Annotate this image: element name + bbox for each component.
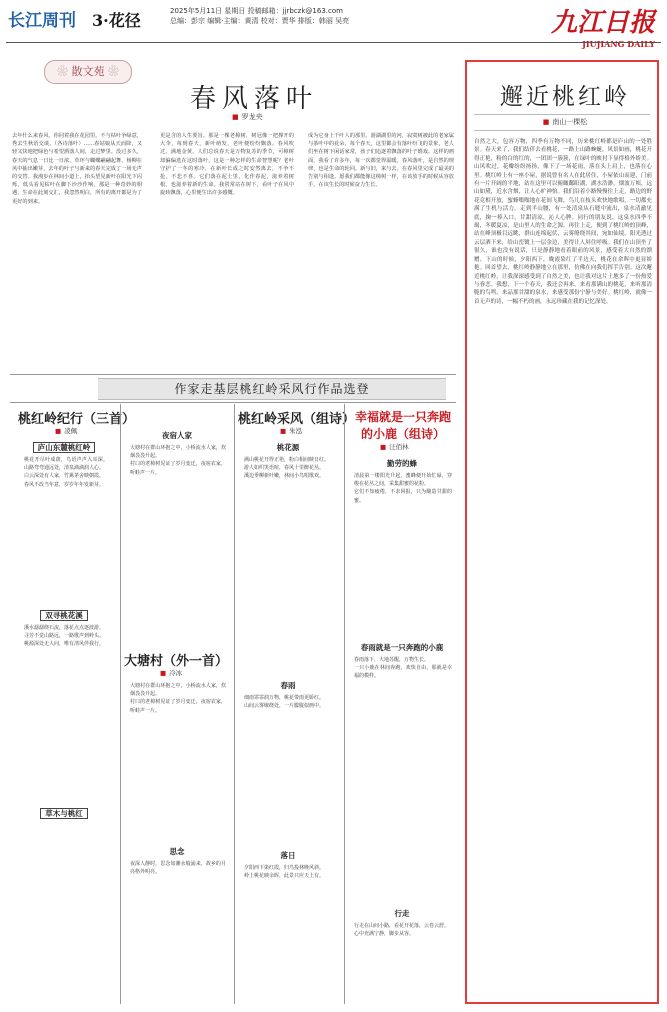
poem3-subtitle-2: 春雨就是一只奔跑的小鹿 xyxy=(360,643,444,652)
newspaper-name: 九江日报 xyxy=(550,8,655,38)
author-name: 汪佰林 xyxy=(389,443,409,451)
poem-title-2: 桃红岭采风（组诗） xyxy=(238,412,356,427)
section-logo xyxy=(8,6,76,31)
poem-byline-2 xyxy=(280,426,302,435)
article-body-col1: 去年什么来春风，你同着我在花园里。不与枯叶争绿意，秀去生秋语交谈。（各诗落叶）……春姑娘从天而降，又轻又快地把绿色与希望洒落人间，走过梦里。没过多久，春天的气息一日比一日浓，草坪与蝴蝶翩翩起舞，杨柳在风中抽出嫩芽，去年的叶子与新来的春天完成了一场无声的交替。我漫步在林间小道上，抬头望见新叶在阳光下闪烁，低头看见枯叶在脚下沙沙作响，那是一种奇妙的相遇，生命在此刻交汇，我忽然明白，所有的离开都是为了更好的到来。 xyxy=(12,133,142,205)
author-name: 凌佩 xyxy=(64,427,78,435)
column-divider xyxy=(234,404,235,1004)
poem-title-3: 幸福就是一只奔跑的小鹿（组诗） xyxy=(354,410,451,441)
section-rule xyxy=(10,374,456,375)
article-title-chunfeng: 春风落叶 xyxy=(190,84,319,114)
masthead-rule xyxy=(6,42,661,43)
poem2-subtitle-3: 落日 xyxy=(280,851,296,860)
section-name: 长江周刊 xyxy=(8,11,76,31)
poem3-subtitle-1: 勤劳的蜂 xyxy=(387,459,417,468)
byline-marker: ■ xyxy=(380,443,387,451)
section-rule xyxy=(10,402,456,403)
essay-section-badge: ❀ 散文苑 ❀ xyxy=(44,60,132,84)
poem3-subtitle-3: 行走 xyxy=(394,909,410,918)
poem-title-1: 桃红岭纪行（三首） xyxy=(18,412,136,427)
title-rule xyxy=(474,114,650,115)
poem1-subtitle-3: 草木与桃红 xyxy=(14,808,114,819)
poem3-body-1: 清晨第一缕阳光升起，蜜蜂便开始忙碌，穿梭在花丛之间，采集甜蜜的花粉。 它们不知疲倦，不求回报，只为酿造甘甜的蜜。 xyxy=(354,473,452,504)
poem-byline-4 xyxy=(160,668,182,677)
article-body-col2: 更是含的人生要旨。那是一棵老樟树，树冠像一把撑开的大伞，每到春天，新叶萌发，老叶便纷纷飘落。春风吹过，满地金黄，人们总说春天是万物复苏的季节，可樟树却偏偏选在这时落叶，这是一种怎样的生命智慧呢？老叶守护了一冬的寒冷，在新叶长成之时安然离去，不争不抢，不悲不喜。它们落在泥土里，化作春泥，滋养着树根，也滋养着新的生命。我常常站在树下，看叶子在风中旋转飘落，心里便生出许多感慨。 xyxy=(160,133,294,197)
author-name: 南山一棵松 xyxy=(552,118,588,126)
byline-marker: ■ xyxy=(160,669,167,677)
poem2-body-2: 细雨霏霏润万物，桃花带雨更娇红。 山间云雾缭绕处，一片朦胧似画中。 xyxy=(244,695,325,710)
author-name: 朱泓 xyxy=(289,427,303,435)
author-name: 冷冰 xyxy=(169,669,183,677)
poem1-subtitle-2: 双寻桃花溪 xyxy=(14,610,114,621)
poem-byline-3 xyxy=(380,442,409,451)
byline-marker: ■ xyxy=(542,117,550,126)
poem2-subtitle-2: 春雨 xyxy=(280,681,296,690)
page-label: 3·花径 xyxy=(92,11,141,30)
byline-marker: ■ xyxy=(232,112,239,121)
poem2-subtitle-1: 桃花源 xyxy=(276,443,300,452)
poem4-top-body: 大塘村在群山环抱之中，小桥流水人家，炊烟袅袅升起。 村口的老樟树见证了岁月变迁，夜宿农家，听蛙声一片。 xyxy=(130,445,226,476)
column-divider xyxy=(344,404,345,1004)
newspaper-subtitle: JIUJIANG DAILY xyxy=(582,39,655,49)
article-body-col3: 成为它身上千叶人的那里。游湖湖里的河，寂寞树被此的老家属与茶叶中的花朵，每个春天，这里都会有落叶纷飞的景象，老人们坐在树下闲话家常，孩子们追逐着飘落的叶子嬉戏。这样的画面，我看了许多年，每一次都觉得温暖。春风落叶，是自然的规律，也是生命的轮回。新与旧，来与去，在春风里完成了最美的告别与相逢。愿我们都能像这樟树一样，在该放手的时候从容放手，在该生长的时候奋力生长。 xyxy=(308,133,454,189)
poem4-subtitle-2: 思念 xyxy=(169,847,185,856)
poem4-body-2: 夜深人静时，思念如潮水般涌来，故乡的月亮格外明亮。 xyxy=(130,861,226,876)
article-byline-yanjin xyxy=(485,117,645,127)
poem4-body: 大塘村在群山环抱之中，小桥流水人家，炊烟袅袅升起。 村口的老樟树见证了岁月变迁，夜宿农家，听蛙声一片。 xyxy=(130,683,226,714)
poem1-body-2: 溪水潺潺绕石流，落花点点逐波游。 寻芳不觉山路远，一路歌声到岭头。 桃源深处无人问，唯有清风伴我行。 xyxy=(24,625,105,648)
masthead-info xyxy=(170,6,349,26)
masthead-editors: 总编：彭宗 编辑·主编：黄清 校对：贾华 排版：韩丽 吴亮 xyxy=(170,17,350,25)
article-title-yanjin: 邂近桃红岭 xyxy=(500,84,630,110)
poem2-body-3: 夕阳西下染红霞，归鸟投林晚风斜。 岭上桃花映余晖，此景只应天上有。 xyxy=(244,865,325,880)
poem4-top-subtitle: 夜宿人家 xyxy=(162,431,192,440)
byline-rule xyxy=(474,130,650,131)
article-byline-chunfeng xyxy=(232,112,263,122)
badge-label: 散文苑 xyxy=(71,65,105,78)
poem-byline-1 xyxy=(55,426,77,435)
collection-banner: 作家走基层桃红岭采风行作品选登 xyxy=(98,378,446,400)
byline-marker: ■ xyxy=(280,427,287,435)
article-body-yanjin: 自然之大，包容万物，四季有万物不同，历来桃红岭都是庐山的一处胜景。春天来了，我们结伴去看桃花，一路上山路蜿蜒，风景如画，桃花开得正艳，粉的白的红的，一团团一簇簇，在绿叶的映衬下显得格外娇美。山风吹过，花瓣纷纷扬扬，像下了一场花雨，落在头上肩上，也落在心里。桃红岭上有一座小屋，据说曾有名人在此居住，小屋依山而建，门前有一片开阔的平地，站在这里可以俯瞰鄱阳湖，湖水浩渺，烟波万顷，远山如黛，近水含烟，让人心旷神怡。我们沿着小路慢慢往上走，路边的野花竞相开放，蜜蜂嗡嗡地在花间飞舞，鸟儿在枝头欢快地歌唱，一切都充满了生机与活力。走到半山腰，有一处清泉从石缝中流出，泉水清澈见底，掬一捧入口，甘甜清凉，沁人心脾。同行的朋友说，这泉水四季不竭，冬暖夏凉，是山里人的生命之源。再往上走，便到了桃红岭的顶峰，站在峰顶极目远眺，群山连绵起伏，云雾缭绕其间，宛如仙境。阳光透过云层洒下来，给山峦镀上一层金边，美得让人屏住呼吸。我们在山顶坐了很久，谁也没有说话，只是静静地看着眼前的风景，感受着大自然的馈赠。下山的时候，夕阳西下，晚霞染红了半边天，桃花在余晖中更显娇艳。回首望去，桃红岭静静地立在那里，仿佛在向我们挥手告别。这次邂近桃红岭，让我深深感受到了自然之美，也让我对这片土地多了一份热爱与眷恋。我想，下一个春天，我还会再来，来看那满山的桃花，来听那清脆的鸟鸣，来品那甘甜的泉水，来感受那份宁静与美好。桃红岭，就像一首无声的诗，一幅不朽的画，永远珍藏在我的记忆深处。 xyxy=(474,139,652,305)
poem3-body-3: 行走在山间小路，看花开花落，云卷云舒。 心中充满宁静，脚步从容。 xyxy=(354,923,450,938)
author-name: 罗龙央 xyxy=(241,113,263,121)
column-divider xyxy=(120,404,121,1004)
poem-title-4: 大塘村（外一首） xyxy=(124,654,229,669)
byline-marker: ■ xyxy=(55,427,62,435)
poem3-body-2: 春雨落下，大地苏醒，万物生长。 一只小鹿在林间奔跑，欢快自由，那就是幸福的模样。 xyxy=(354,657,452,680)
poem2-body-1: 满山桃花开得正艳，粉白相间映日红。 游人如织笑语喧，春风十里醉花丛。 溪边垂柳新叶嫩，林间小鸟唱歌欢。 xyxy=(244,457,330,480)
poem1-body-1: 桃花开尽叶成荫，鸟语声声入耳深。山路弯弯通远处，清泉滴滴润人心。 白云深处有人家，竹篱茅舍映朝霞。 春风不改当年意，岁岁年年发新芽。 xyxy=(24,457,108,488)
masthead-date-email: 2025年5月11日 星期日 投稿邮箱：jjrbczk@163.com xyxy=(170,7,343,15)
poem1-subtitle-1: 庐山东麓桃红岭 xyxy=(14,442,114,453)
